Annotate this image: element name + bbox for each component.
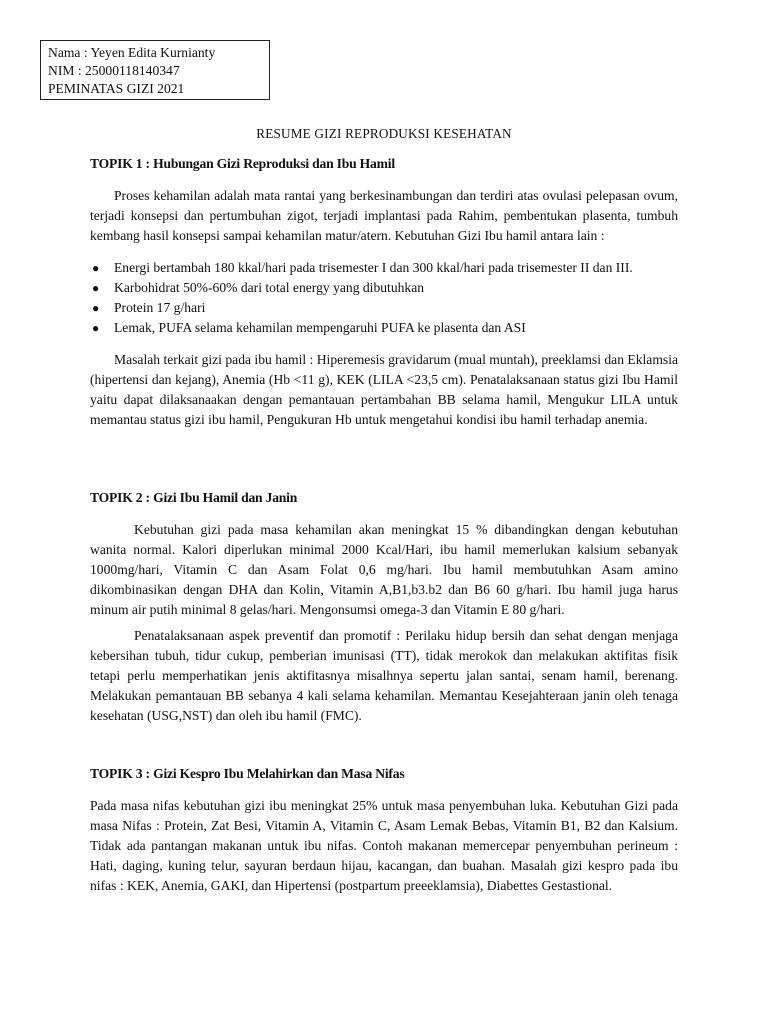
list-item: ● Karbohidrat 50%-60% dari total energy yang dibutuhkan xyxy=(90,278,678,298)
topik-1-intro: Proses kehamilan adalah mata rantai yang berkesinambungan dan terdiri atas ovulasi pelepasan ovum, terjadi konsepsi dan pertumbuhan zigot, terjadi implantasi pada Rahim, pembentukan plasenta, tumbuh kembang hasil konsepsi sampai kehamilan matur/atern. Kebutuhan Gizi Ibu hamil antara lain : xyxy=(90,188,678,243)
topik-3-paragraph-1: Pada masa nifas kebutuhan gizi ibu meningkat 25% untuk masa penyembuhan luka. Kebutuhan Gizi pada masa Nifas : Protein, Zat Besi, Vitamin A, Vitamin C, Asam Lemak Bebas, Vitamin B1, B2 dan Kalsium. Tidak ada pantangan makanan untuk ibu nifas. Contoh makanan memercepar penyembuhan perineum : Hati, daging, kuning telur, sayuran berdaun hijau, kacangan, dan buahan. Masalah gizi kespro pada ibu nifas : KEK, Anemia, GAKI, dan Hipertensi (postpartum preeeklamsia), Diabettes Gestastional. xyxy=(90,798,678,893)
gizi-needs-list xyxy=(90,258,678,338)
topik-2-paragraph-2: Penatalaksanaan aspek preventif dan promotif : Perilaku hidup bersih dan sehat dengan menjaga kebersihan tubuh, tidur cukup, pemberian imunisasi (TT), tidak merokok dan melakukan aktifitas fisik tetapi perlu memperhatikan jenis aktifitasnya misalhnya sepertu jalan santai, senam hamil, berenang. Melakukan pemantauan BB sebanya 4 kali selama kehamilan. Memantau Kesejahteraan janin oleh tenaga kesehatan (USG,NST) dan oleh ibu hamil (FMC). xyxy=(90,628,678,723)
topik-3-heading: TOPIK 3 : Gizi Kespro Ibu Melahirkan dan Masa Nifas xyxy=(90,766,405,781)
bullet-icon: ● xyxy=(92,261,100,275)
list-item: ● Energi bertambah 180 kkal/hari pada trisemester I dan 300 kkal/hari pada trisemester II dan III. xyxy=(90,258,678,278)
bullet-icon: ● xyxy=(92,301,100,315)
list-item: ● Protein 17 g/hari xyxy=(90,298,678,318)
bullet-icon: ● xyxy=(92,281,100,295)
bullet-icon: ● xyxy=(92,321,100,335)
student-name: Nama : Yeyen Edita Kurnianty xyxy=(48,45,216,60)
topik-2-paragraph-1: Kebutuhan gizi pada masa kehamilan akan meningkat 15 % dibandingkan dengan kebutuhan wanita normal. Kalori diperlukan minimal 2000 Kcal/Hari, ibu hamil memerlukan kalsium sebanyak 1000mg/hari, Vitamin C dan Asam Folat 0,6 mg/hari. Ibu hamil membutuhkan Asam amino dikombinasikan dengan DHA dan Kolin, Vitamin A,B1,b3.b2 dan B6 60 g/hari. Ibu hamil juga harus minum air putih minimal 8 gelas/hari. Mengonsumsi omega-3 dan Vitamin E 80 g/hari. xyxy=(90,522,678,617)
document-title: RESUME GIZI REPRODUKSI KESEHATAN xyxy=(256,126,512,141)
student-info-box xyxy=(40,40,270,100)
student-peminatan: PEMINATAS GIZI 2021 xyxy=(48,81,185,96)
topik-1-heading: TOPIK 1 : Hubungan Gizi Reproduksi dan Ibu Hamil xyxy=(90,156,395,171)
topik-1-paragraph-2: Masalah terkait gizi pada ibu hamil : Hiperemesis gravidarum (mual muntah), preeklamsi dan Eklamsia (hipertensi dan kejang), Anemia (Hb <11 g), KEK (LILA <23,5 cm). Penatalaksanaan status gizi Ibu Hamil yaitu dapat dilaksanaakan dengan pemantauan pertambahan BB selama hamil, Mengukur LILA untuk memantau status gizi ibu hamil, Pengukuran Hb untuk mengetahui kondisi ibu hamil terhadap anemia. xyxy=(90,352,678,427)
student-nim: NIM : 25000118140347 xyxy=(48,63,180,78)
list-item: ● Lemak, PUFA selama kehamilan mempengaruhi PUFA ke plasenta dan ASI xyxy=(90,318,678,338)
topik-2-heading: TOPIK 2 : Gizi Ibu Hamil dan Janin xyxy=(90,490,298,505)
